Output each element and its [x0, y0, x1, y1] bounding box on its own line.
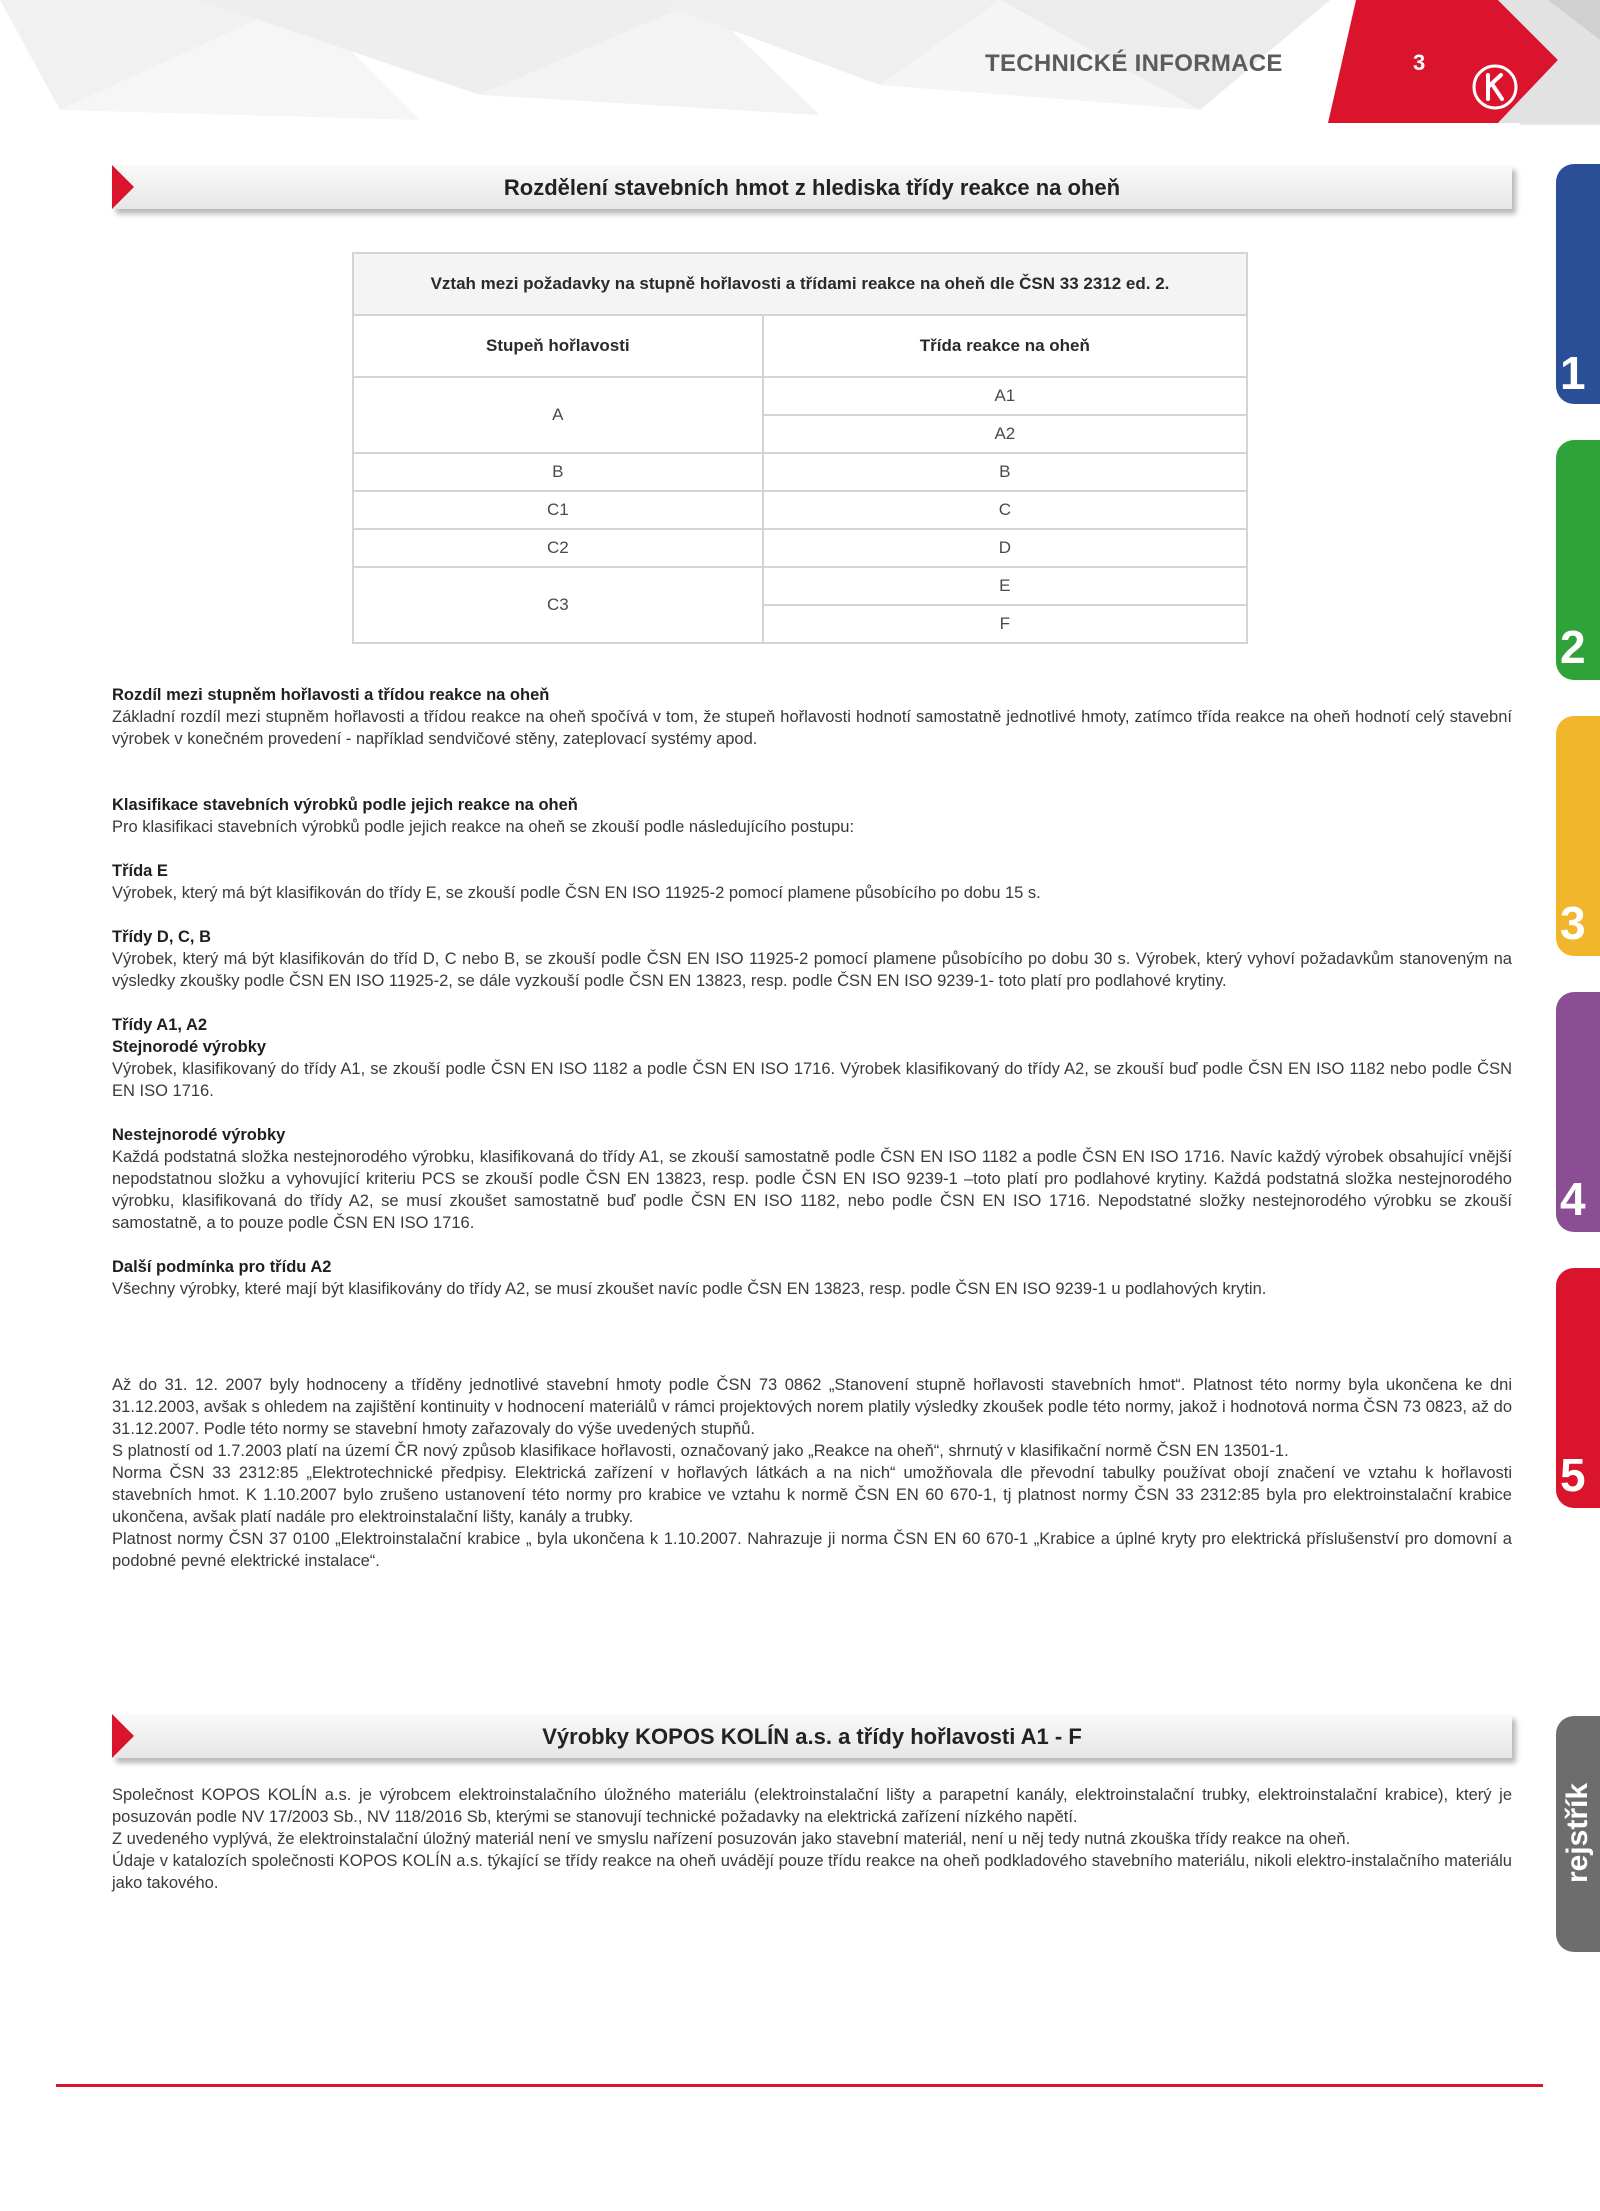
- table-cell: A: [353, 377, 763, 453]
- paragraph: Pro klasifikaci stavebních výrobků podle jejich reakce na oheň se zkouší podle následujícího postupu:: [112, 818, 855, 836]
- chapter-tab-label: 2: [1560, 621, 1586, 673]
- chapter-tab-label: 4: [1560, 1173, 1586, 1225]
- footer-divider: [56, 2084, 1543, 2087]
- page-number: 3: [1413, 50, 1426, 75]
- chapter-tab-label: 3: [1560, 897, 1586, 949]
- table-cell: C1: [353, 491, 763, 529]
- table-cell: E: [763, 567, 1247, 605]
- table-header-flammability: Stupeň hořlavosti: [353, 315, 763, 377]
- table-cell: D: [763, 529, 1247, 567]
- chapter-tab-label: 1: [1560, 347, 1586, 399]
- a2-condition-block: [112, 1256, 1512, 1300]
- header-title: TECHNICKÉ INFORMACE: [985, 50, 1283, 77]
- paragraph: Základní rozdíl mezi stupněm hořlavosti a třídou reakce na oheň spočívá v tom, že stupeň hořlavosti hodnotí samostatně jednotlivé hmoty, zatímco třída reakce na oheň hodnotí celý stavební výrobek v konečném provedení - například sendvičové stěny, zateplovací systémy apod.: [112, 708, 1512, 748]
- subheading: Třídy D, C, B: [112, 928, 212, 946]
- paragraph: Každá podstatná složka nestejnorodého výrobku, klasifikovaná do třídy A1, se zkouší samostatně podle ČSN EN ISO 1182 a podle ČSN EN ISO 1716. Navíc každý výrobek obsahující vnější nepodstatnou složku a vyhovující kriteriu PCS se zkouší podle ČSN EN 13823, resp. podle ČSN EN ISO 9239-1 –toto platí pro podlahové krytiny. Každá podstatná složka nestejnorodého výrobku, klasifikovaná do třídy A2, se musí zkoušet samostatně buď podle ČSN EN ISO 1182, nebo podle ČSN EN ISO 1716. Nepodstatné složky nestejnorodého výrobku se zkouší samostatně, a to pouze podle ČSN EN ISO 1716.: [112, 1148, 1512, 1232]
- class-e-block: [112, 860, 1512, 904]
- kopos-block: [112, 1784, 1512, 1894]
- subheading: Stejnorodé výrobky: [112, 1038, 267, 1056]
- table-caption: Vztah mezi požadavky na stupně hořlavosti a třídami reakce na oheň dle ČSN 33 2312 ed. 2.: [353, 253, 1247, 315]
- table-cell: B: [353, 453, 763, 491]
- table-header-reaction-class: Třída reakce na oheň: [763, 315, 1247, 377]
- table-cell: F: [763, 605, 1247, 643]
- chapter-tab-4[interactable]: [1556, 992, 1600, 1232]
- section-header-kopos-products: [112, 1714, 1512, 1766]
- subheading: Nestejnorodé výrobky: [112, 1126, 286, 1144]
- section-header-fire-classification: [112, 165, 1512, 217]
- paragraph: Až do 31. 12. 2007 byly hodnoceny a tříděny jednotlivé stavební hmoty podle ČSN 73 0862 „Stanovení stupně hořlavosti stavebních hmot“. Platnost této normy byla ukončena ke dni 31.12.2003, avšak s ohledem na zajištění kontinuity v hodnocení materiálů v rámci projektových norem platily výsledky zkoušek podle této normy, jakož i hodnotová norma ČSN 73 0823, až do 31.12.2007. Podle této normy se stavební hmoty zařazovaly do výše uvedených stupňů.: [112, 1376, 1512, 1438]
- table-cell: C: [763, 491, 1247, 529]
- history-block: [112, 1374, 1512, 1572]
- difference-block: [112, 684, 1512, 750]
- chapter-tab-1[interactable]: [1556, 164, 1600, 404]
- paragraph: Údaje v katalozích společnosti KOPOS KOLÍN a.s. týkající se třídy reakce na oheň uvádějí pouze třídu reakce na oheň podkladového stavebního materiálu, nikoli elektro-instalačního materiálu jako takového.: [112, 1852, 1512, 1892]
- subheading: Rozdíl mezi stupněm hořlavosti a třídou reakce na oheň: [112, 686, 550, 704]
- paragraph: Společnost KOPOS KOLÍN a.s. je výrobcem elektroinstalačního úložného materiálu (elektroinstalační lišty a parapetní kanály, elektroinstalační trubky, elektroinstalační krabice), který je posuzován podle NV 17/2003 Sb., NV 118/2016 Sb, kterými se stanovují technické požadavky na elektrická zařízení nízkého napětí.: [112, 1786, 1512, 1826]
- paragraph: Z uvedeného vyplývá, že elektroinstalační úložný materiál není ve smyslu nařízení posuzován jako stavební materiál, není u něj tedy nutná zkouška třídy reakce na oheň.: [112, 1830, 1351, 1848]
- paragraph: Výrobek, který má být klasifikován do třídy E, se zkouší podle ČSN EN ISO 11925-2 pomocí plamene působícího po dobu 15 s.: [112, 884, 1041, 902]
- paragraph: Norma ČSN 33 2312:85 „Elektrotechnické předpisy. Elektrická zařízení v hořlavých látkách a na nich“ umožňovala dle převodní tabulky používat obojí značení ve vztahu k hořlavosti stavebních hmot. K 1.10.2007 bylo zrušeno ustanovení této normy pro krabice ve vztahu k normě ČSN EN 60 670-1, tj platnost normy ČSN 33 2312:85 byla pro elektroinstalační krabice ukončena, avšak platí nadále pro elektroinstalační lišty, kanály a trubky.: [112, 1464, 1512, 1526]
- chapter-tab-2[interactable]: [1556, 440, 1600, 680]
- subheading: Další podmínka pro třídu A2: [112, 1258, 332, 1276]
- nonhomogeneous-block: [112, 1124, 1512, 1234]
- fire-classification-table: [352, 252, 1248, 644]
- paragraph: S platností od 1.7.2003 platí na území ČR nový způsob klasifikace hořlavosti, označovaný jako „Reakce na oheň“, shrnutý v klasifikační normě ČSN EN 13501-1.: [112, 1442, 1289, 1460]
- paragraph: Všechny výrobky, které mají být klasifikovány do třídy A2, se musí zkoušet navíc podle ČSN EN 13823, resp. podle ČSN EN ISO 9239-1 u podlahových krytin.: [112, 1280, 1267, 1298]
- table-cell: A2: [763, 415, 1247, 453]
- table-cell: C3: [353, 567, 763, 643]
- paragraph: Výrobek, který má být klasifikován do tříd D, C nebo B, se zkouší podle ČSN EN ISO 11925-2 pomocí plamene působícího po dobu 30 s. Výrobek, který vyhoví požadavkům stanoveným na výsledky zkoušky podle ČSN EN ISO 11925-2, se dále vyzkouší podle ČSN EN 13823, resp. podle ČSN EN ISO 9239-1- toto platí pro podlahové krytiny.: [112, 950, 1512, 990]
- table-cell: C2: [353, 529, 763, 567]
- section-title: Výrobky KOPOS KOLÍN a.s. a třídy hořlavosti A1 - F: [542, 1724, 1082, 1749]
- chapter-tab-5[interactable]: [1556, 1268, 1600, 1508]
- table-cell: A1: [763, 377, 1247, 415]
- class-a-block: [112, 1014, 1512, 1102]
- class-dcb-block: [112, 926, 1512, 992]
- page-number-flag: [1328, 0, 1600, 125]
- index-tab-label: rejstřík: [1561, 1782, 1594, 1884]
- chapter-tab-3[interactable]: [1556, 716, 1600, 956]
- table-cell: B: [763, 453, 1247, 491]
- subheading: Klasifikace stavebních výrobků podle jejich reakce na oheň: [112, 796, 578, 814]
- kopos-logo-icon: [1470, 62, 1520, 112]
- classification-block: [112, 794, 1512, 838]
- subheading: Třída E: [112, 862, 168, 880]
- subheading: Třídy A1, A2: [112, 1016, 208, 1034]
- index-tab[interactable]: [1556, 1716, 1600, 1952]
- paragraph: Platnost normy ČSN 37 0100 „Elektroinstalační krabice „ byla ukončena k 1.10.2007. Nahrazuje ji norma ČSN EN 60 670-1 „Krabice a úplné kryty pro elektrická příslušenství pro domovní a podobné pevné elektrické instalace“.: [112, 1530, 1512, 1570]
- chapter-tab-label: 5: [1560, 1449, 1586, 1501]
- section-title: Rozdělení stavebních hmot z hlediska třídy reakce na oheň: [503, 175, 1121, 200]
- paragraph: Výrobek, klasifikovaný do třídy A1, se zkouší podle ČSN EN ISO 1182 a podle ČSN EN ISO 1716. Výrobek klasifikovaný do třídy A2, se zkouší buď podle ČSN EN ISO 1182 nebo podle ČSN EN ISO 1716.: [112, 1060, 1512, 1100]
